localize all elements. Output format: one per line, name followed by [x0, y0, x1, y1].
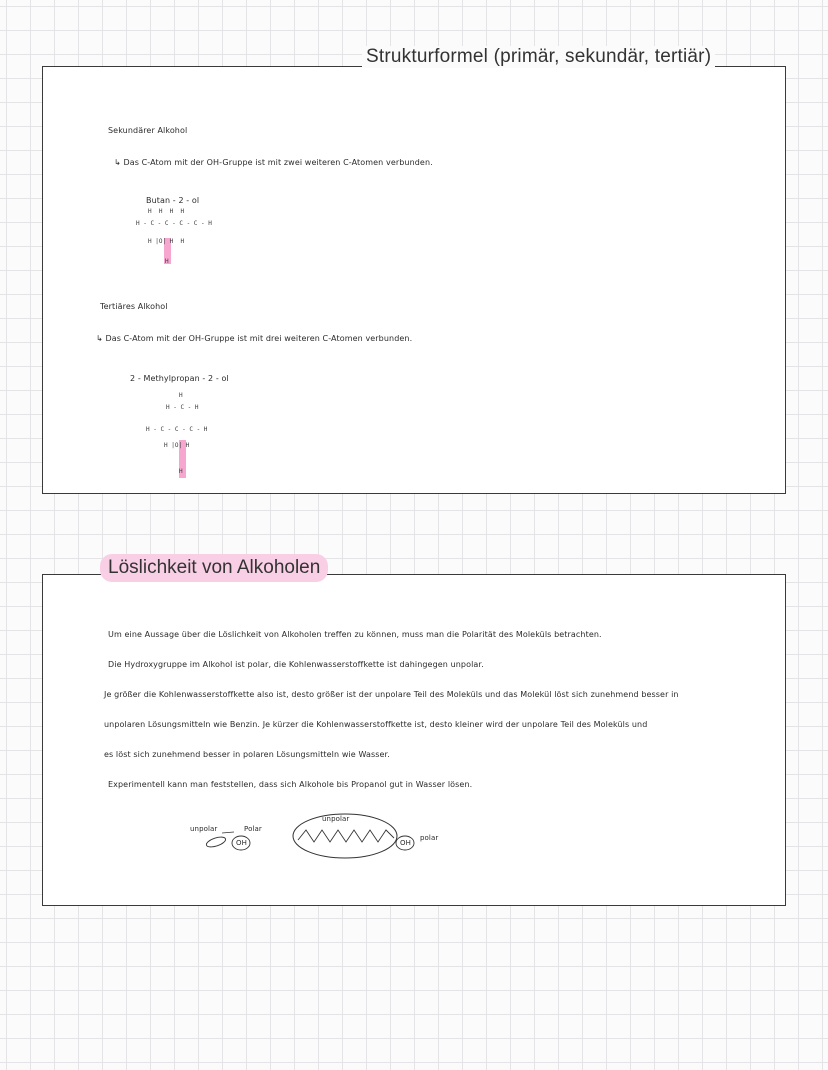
solubility-line-5: es löst sich zunehmend besser in polaren Lösungsmitteln wie Wasser. [104, 750, 390, 759]
methylpropanol-name: 2 - Methylpropan - 2 - ol [130, 374, 229, 383]
small-chain-ellipse [205, 835, 226, 849]
large-unpolar-label: unpolar [322, 815, 350, 823]
solubility-line-4: unpolaren Lösungsmitteln wie Benzin. Je kürzer die Kohlenwasserstoffkette ist, desto kleiner wird der unpolare Teil des Moleküls und [104, 720, 648, 729]
small-unpolar-label: unpolar [190, 825, 218, 833]
structure-section-title: Strukturformel (primär, sekundär, tertiär) [362, 46, 715, 68]
tertiary-alcohol-heading: Tertiäres Alkohol [100, 302, 168, 311]
large-polar-label: polar [420, 834, 439, 842]
solubility-line-2: Die Hydroxygruppe im Alkohol ist polar, die Kohlenwasserstoffkette ist dahingegen unpolar. [108, 660, 484, 669]
methylpropanol-row3: H - C - C - C - H [146, 426, 208, 433]
small-polar-label: Polar [244, 825, 262, 833]
methylpropanol-row5: H [179, 468, 183, 475]
solubility-line-1: Um eine Aussage über die Löslichkeit von Alkoholen treffen zu können, muss man die Polarität des Moleküls betrachten. [108, 630, 602, 639]
butan-2-ol-name: Butan - 2 - ol [146, 196, 200, 205]
tertiary-alcohol-definition: ↳ Das C-Atom mit der OH-Gruppe ist mit drei weiteren C-Atomen verbunden. [96, 334, 413, 343]
solubility-line-6: Experimentell kann man feststellen, dass sich Alkohole bis Propanol gut in Wasser lösen. [108, 780, 473, 789]
solubility-section-title: Löslichkeit von Alkoholen [100, 554, 328, 582]
methylpropanol-row4: H |O| H [164, 442, 190, 449]
solubility-line-3: Je größer die Kohlenwasserstoffkette also ist, desto größer ist der unpolare Teil des Moleküls und das Molekül löst sich zunehmend besser in [104, 690, 679, 699]
secondary-alcohol-heading: Sekundärer Alkohol [108, 126, 188, 135]
butan-2-ol-row4: H [165, 258, 169, 265]
secondary-alcohol-definition: ↳ Das C-Atom mit der OH-Gruppe ist mit zwei weiteren C-Atomen verbunden. [114, 158, 433, 167]
methylpropanol-row1: H [179, 392, 183, 399]
butan-2-ol-row2: H - C - C - C - C - H [136, 220, 212, 227]
zigzag-carbon-chain [298, 830, 394, 842]
large-oh-label: OH [400, 839, 411, 847]
small-oh-label: OH [236, 839, 247, 847]
butan-2-ol-row1: H H H H [148, 208, 185, 215]
methylpropanol-row2: H - C - H [166, 404, 199, 411]
butan-2-ol-row3: H |O| H H [148, 238, 185, 245]
